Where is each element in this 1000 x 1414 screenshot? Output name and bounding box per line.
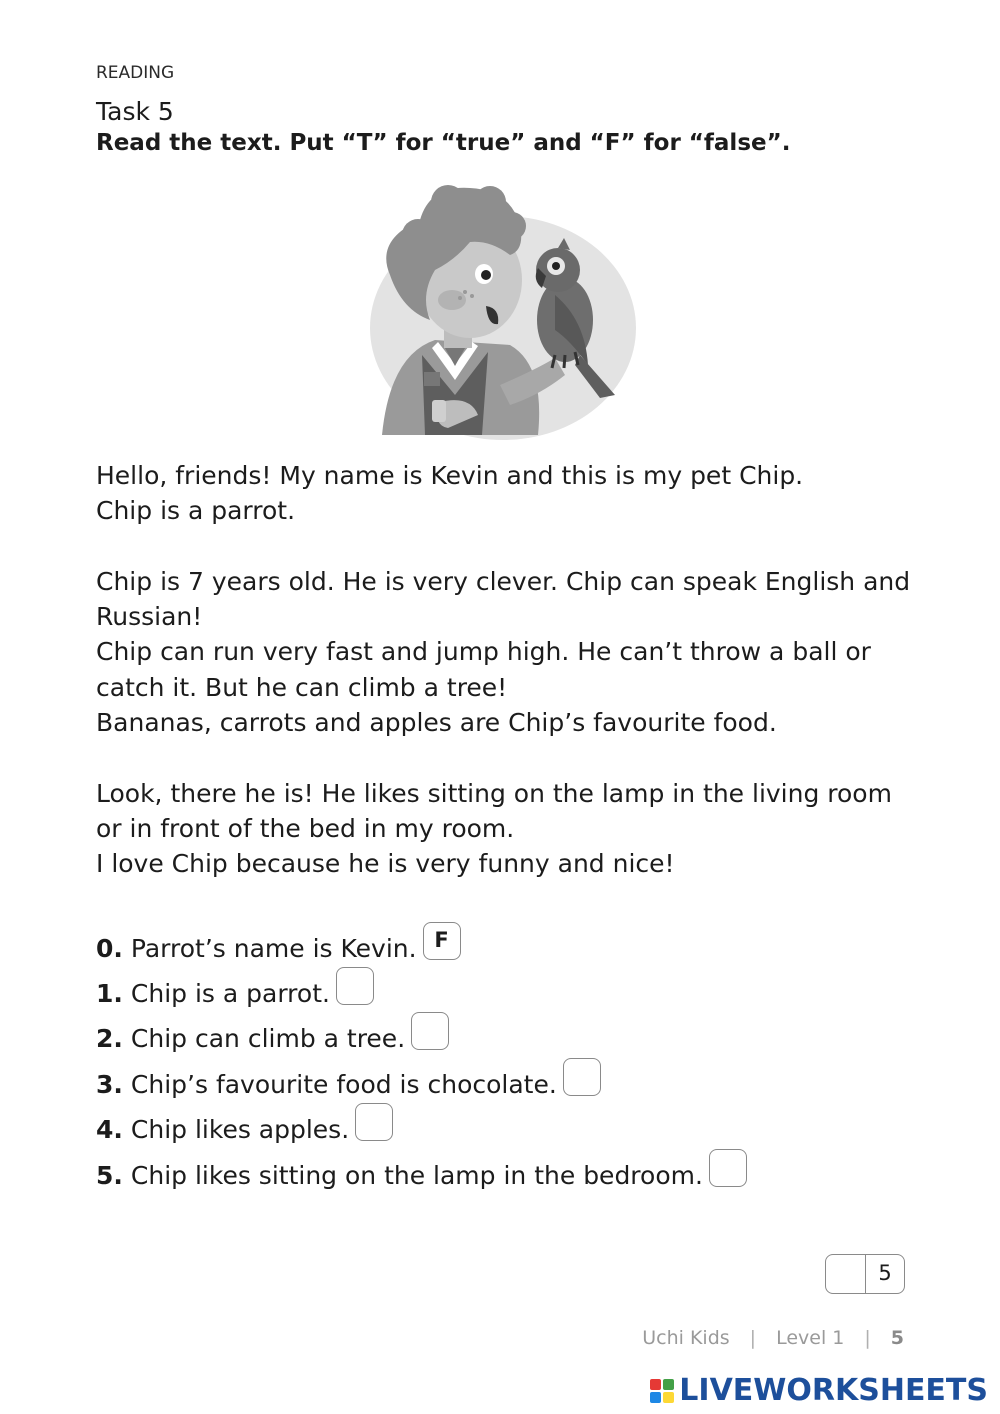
statement-item: [96, 1152, 747, 1198]
score-earned[interactable]: [826, 1255, 866, 1293]
statement-number: 3.: [96, 1069, 123, 1099]
passage-line: I love Chip because he is very funny and nice!: [96, 849, 675, 879]
watermark-text: LIVEWORKSHEETS: [679, 1373, 988, 1408]
passage-line: Bananas, carrots and apples are Chip’s favourite food.: [96, 708, 777, 738]
passage-line: Chip can run very fast and jump high. He can’t throw a ball or: [96, 637, 871, 667]
footer-divider: |: [749, 1327, 757, 1349]
page-footer: [642, 1327, 904, 1349]
statement-text: Chip likes apples.: [130, 1114, 350, 1144]
section-label: READING: [96, 63, 175, 83]
task-instruction: Read the text. Put “T” for “true” and “F” for “false”.: [96, 130, 791, 156]
passage-line: Russian!: [96, 602, 203, 632]
reading-passage: [96, 458, 916, 882]
passage-line: Hello, friends! My name is Kevin and this is my pet Chip.: [96, 461, 804, 490]
liveworksheets-watermark: [649, 1373, 988, 1408]
statement-text: Parrot’s name is Kevin.: [130, 933, 417, 963]
footer-level: Level 1: [776, 1327, 845, 1349]
statement-item: [96, 970, 374, 1016]
statement-number: 5.: [96, 1160, 123, 1190]
answer-box[interactable]: F: [423, 922, 461, 960]
task-title: Task 5: [96, 97, 174, 126]
passage-line: or in front of the bed in my room.: [96, 813, 515, 843]
answer-box[interactable]: [563, 1058, 601, 1096]
boy-with-parrot-illustration: [360, 180, 650, 450]
score-max: 5: [878, 1261, 892, 1285]
statement-number: 4.: [96, 1114, 123, 1144]
answer-box[interactable]: [355, 1103, 393, 1141]
passage-line: catch it. But he can climb a tree!: [96, 672, 508, 702]
passage-line: Chip is a parrot.: [96, 496, 296, 526]
statement-number: 2.: [96, 1023, 123, 1053]
statement-item: [96, 1015, 449, 1061]
passage-line: Chip is 7 years old. He is very clever. Chip can speak English and: [96, 566, 911, 596]
statement-item: [96, 1061, 601, 1107]
score-box: [825, 1254, 905, 1294]
statement-text: Chip’s favourite food is chocolate.: [130, 1069, 557, 1099]
statement-text: Chip can climb a tree.: [130, 1023, 406, 1053]
answer-box[interactable]: [411, 1012, 449, 1050]
passage-line: Look, there he is! He likes sitting on the lamp in the living room: [96, 778, 892, 808]
statement-number: 1.: [96, 978, 123, 1008]
statement-number: 0.: [96, 933, 123, 963]
footer-brand: Uchi Kids: [642, 1327, 730, 1349]
footer-divider: |: [864, 1327, 871, 1349]
statement-item: [96, 925, 461, 971]
statement-text: Chip is a parrot.: [130, 978, 330, 1008]
answer-box[interactable]: [709, 1149, 747, 1187]
liveworksheets-logo-icon: [649, 1378, 675, 1404]
statement-text: Chip likes sitting on the lamp in the bedroom.: [130, 1160, 703, 1190]
statement-item: [96, 1106, 393, 1152]
page-number: 5: [890, 1327, 904, 1349]
answer-box[interactable]: [336, 967, 374, 1005]
